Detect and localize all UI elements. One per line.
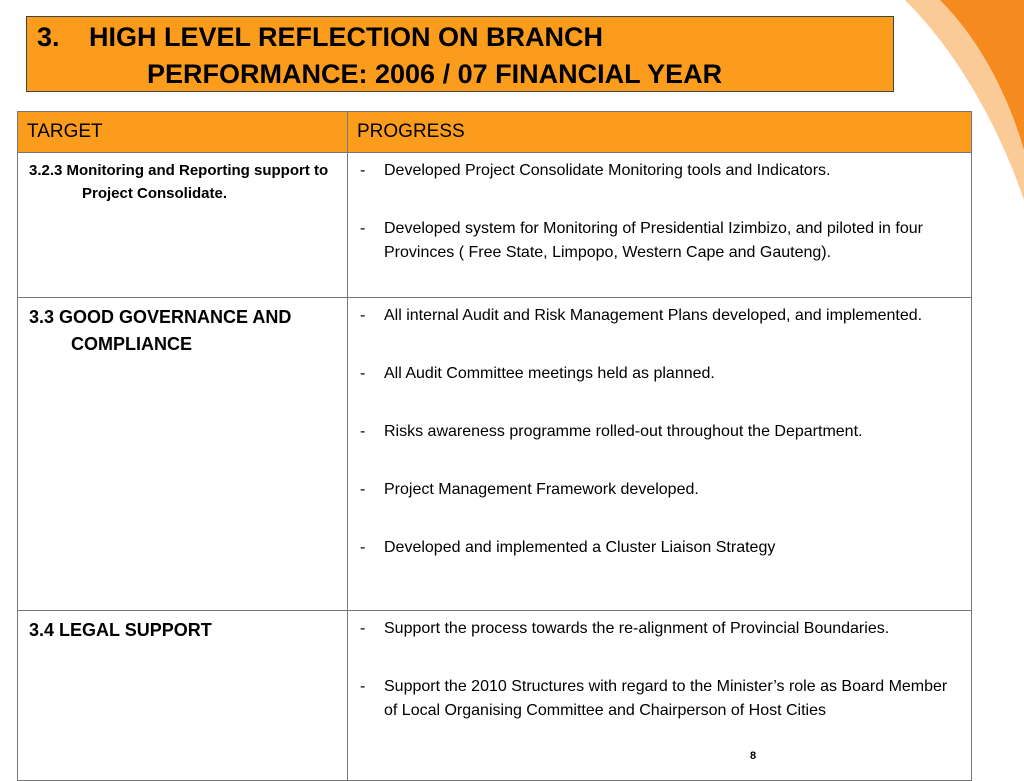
header-target: TARGET <box>18 112 348 153</box>
progress-item <box>360 478 961 502</box>
progress-cell <box>348 611 972 781</box>
progress-item <box>360 420 961 444</box>
progress-text: Project Management Framework developed. <box>384 481 699 498</box>
progress-text: All internal Audit and Risk Management Plans developed, and implemented. <box>384 307 923 324</box>
table-row <box>18 611 972 781</box>
progress-text: Developed and implemented a Cluster Liaison Strategy <box>384 539 776 556</box>
target-progress-table <box>17 111 972 781</box>
dash-marker: - <box>360 307 366 324</box>
table-row <box>18 153 972 298</box>
progress-item <box>360 617 961 641</box>
dash-marker: - <box>360 539 366 556</box>
progress-item <box>360 536 961 560</box>
progress-item <box>360 362 961 386</box>
table-header-row <box>18 112 972 153</box>
slide-title <box>26 16 894 92</box>
dash-marker: - <box>360 481 366 498</box>
dash-marker: - <box>360 678 366 695</box>
progress-text: Risks awareness programme rolled-out throughout the Department. <box>384 423 863 440</box>
title-line-1: HIGH LEVEL REFLECTION ON BRANCH <box>89 22 604 52</box>
target-text: 3.4 LEGAL SUPPORT <box>29 620 212 640</box>
progress-item <box>360 304 961 328</box>
progress-cell <box>348 298 972 611</box>
progress-item <box>360 159 961 183</box>
progress-item <box>360 675 961 723</box>
dash-marker: - <box>360 620 366 637</box>
dash-marker: - <box>360 162 366 179</box>
title-number: 3. <box>37 22 60 52</box>
progress-text: Support the process towards the re-alignment of Provincial Boundaries. <box>384 620 890 637</box>
target-cell <box>18 611 348 781</box>
page-number: 8 <box>740 748 766 764</box>
progress-text: All Audit Committee meetings held as planned. <box>384 365 715 382</box>
progress-item <box>360 217 961 265</box>
header-progress: PROGRESS <box>348 112 972 153</box>
progress-text: Developed Project Consolidate Monitoring tools and Indicators. <box>384 162 831 179</box>
progress-text: Support the 2010 Structures with regard to the Minister’s role as Board Member of Local Organising Committee and Chairperson of Host Cities <box>384 678 948 719</box>
dash-marker: - <box>360 365 366 382</box>
dash-marker: - <box>360 423 366 440</box>
target-cell <box>18 298 348 611</box>
target-text: 3.2.3 Monitoring and Reporting support to Project Consolidate. <box>29 162 329 202</box>
target-cell <box>18 153 348 298</box>
progress-cell <box>348 153 972 298</box>
progress-text: Developed system for Monitoring of Presidential Izimbizo, and piloted in four Provinces ( Free State, Limpopo, Western Cape and Gauteng). <box>384 220 923 261</box>
dash-marker: - <box>360 220 366 237</box>
table-row <box>18 298 972 611</box>
target-text: 3.3 GOOD GOVERNANCE AND COMPLIANCE <box>29 307 292 354</box>
title-line-2: PERFORMANCE: 2006 / 07 FINANCIAL YEAR <box>147 59 723 89</box>
